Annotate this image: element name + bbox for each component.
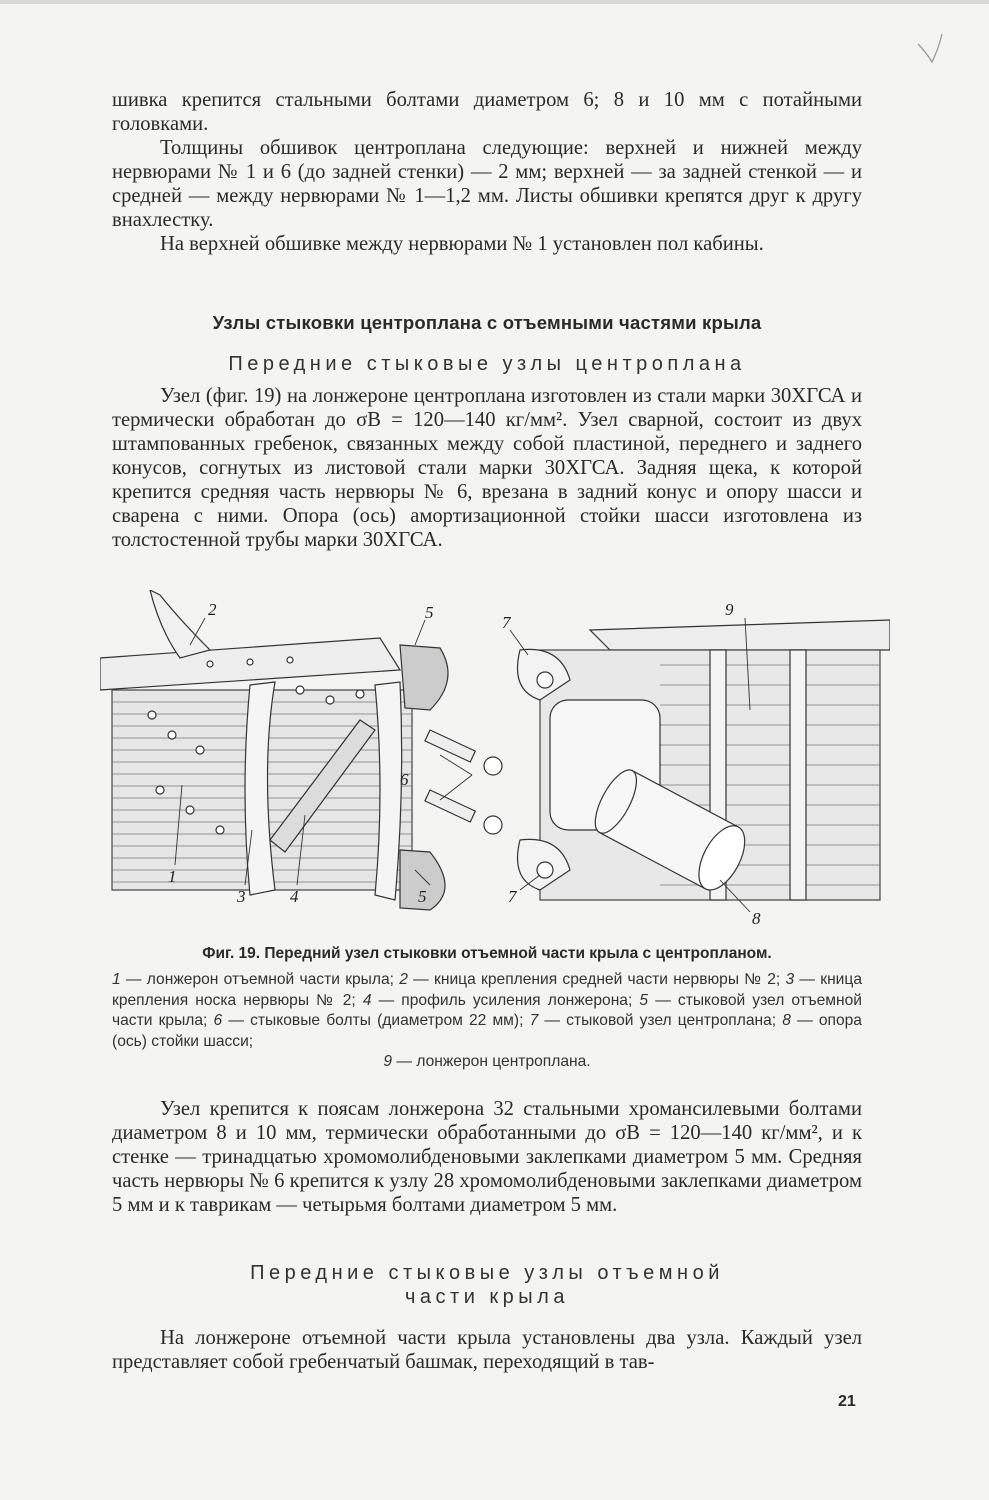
figure-legend [112,970,862,1073]
callout-4: 4 [290,887,299,906]
callout-9: 9 [725,600,734,619]
page-number: 21 [838,1393,856,1410]
callout-1: 1 [168,867,177,886]
subsection-heading-2-line1: Передние стыковые узлы отъемной [250,1262,724,1284]
callout-3: 3 [237,887,246,906]
legend-item: 7 — стыковой узел центроплана; [529,1012,777,1029]
figure-19-illustration [100,590,890,930]
paragraph: На лонжероне отъемной части крыла установлены два узла. Каждый узел представляет собой гребенчатый башмак, переходящий в тав- [112,1327,862,1373]
subsection-heading: Передние стыковые узлы центроплана [228,353,746,375]
paragraph: На верхней обшивке между нервюрами № 1 установлен пол кабины. [160,233,764,255]
legend-item: 2 — кница крепления средней части нервюры № 2; [399,971,781,988]
callout-6: 6 [400,770,409,789]
legend-item: 3 — кница крепления носка нервюры № 2; [112,971,862,1009]
callout-7-top: 7 [502,613,511,632]
intro-text [112,88,862,256]
subsection-2-body [112,1326,862,1374]
paragraph: шивка крепится стальными болтами диаметром 6; 8 и 10 мм с потайными головками. [112,89,862,135]
callout-5-bottom: 5 [418,887,427,906]
legend-item: 8 — опора (ось) стойки шасси; [112,1012,862,1050]
subsection-body-continued [112,1097,862,1217]
legend-item: 6 — стыковые болты (диаметром 22 мм); [213,1012,524,1029]
subsection-heading-2-line2: части крыла [405,1286,569,1308]
paragraph: Узел крепится к поясам лонжерона 32 стальными хромансилевыми болтами диаметром 8 и 10 мм, термически обработанными до σB = 120—140 кг/мм², и к стенке — тринадцатью хромомолибденовыми заклепками диаметром 5 мм. Средняя часть нервюры № 6 крепится к узлу 28 хромомолибденовыми заклепками диаметром 5 мм и к таврикам — четырьмя болтами диаметром 5 мм. [112,1098,862,1216]
page-top-edge [0,0,989,4]
legend-item: 5 — стыковой узел отъемной части крыла; [112,991,863,1029]
left-wing-spar-drawing [100,590,502,910]
legend-item: 4 — профиль усиления лонжерона; [362,991,633,1009]
margin-check-mark [912,30,952,70]
paragraph: Узел (фиг. 19) на лонжероне центроплана изготовлен из стали марки 30ХГСА и термически обработан до σB = 120—140 кг/мм². Узел сварной, состоит из двух штампованных гребенок, связанных между собой пластиной, переднего и заднего конусов, согнутых из листовой стали марки 30ХГСА. Задняя щека, к которой крепится средняя часть нервюры № 6, врезана в задний конус и опору шасси и сварена с ними. Опора (ось) амортизационной стойки шасси изготовлена из толстостенной трубы марки 30ХГСА. [112,385,862,551]
callout-2: 2 [208,600,217,619]
legend-item: 1 — лонжерон отъемной части крыла; [112,971,394,988]
right-centerplane-drawing [518,620,891,900]
callout-8: 8 [752,909,761,928]
figure-caption: Фиг. 19. Передний узел стыковки отъемной части крыла с центропланом. [202,945,772,962]
callout-5-top: 5 [425,603,434,622]
paragraph: Толщины обшивок центроплана следующие: верхней и нижней между нервюрами № 1 и 6 (до задней стенки) — 2 мм; верхней — за задней стенкой — и средней — между нервюрами № 1—1,2 мм. Листы обшивки крепятся друг к другу внахлестку. [112,137,862,231]
callout-7-bottom: 7 [508,887,517,906]
subsection-body [112,384,862,552]
legend-item: 9 — лонжерон центроплана. [383,1053,591,1070]
section-heading: Узлы стыковки центроплана с отъемными частями крыла [212,312,762,333]
